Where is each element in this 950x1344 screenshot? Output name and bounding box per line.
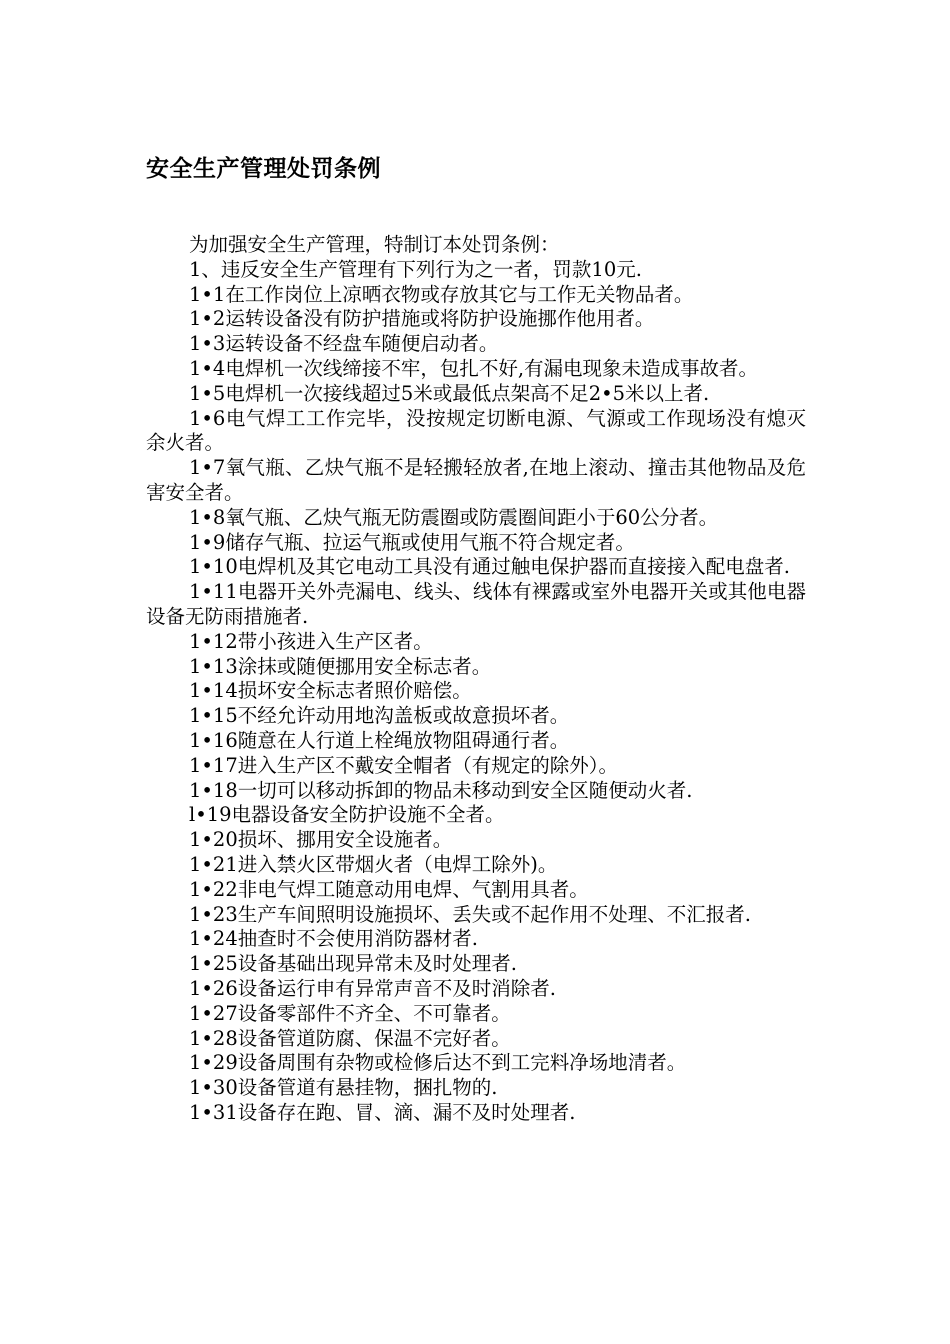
document-paragraph: 1•23生产车间照明设施损坏、丢失或不起作用不处理、不汇报者.	[189, 902, 751, 926]
document-paragraph: 1•30设备管道有悬挂物，捆扎物的.	[189, 1076, 498, 1100]
document-paragraph: 1•6电气焊工工作完毕，没按规定切断电源、气源或工作现场没有熄灭余火者。	[146, 406, 806, 455]
document-paragraph: 为加强安全生产管理，特制订本处罚条例：	[189, 233, 560, 256]
document-paragraph: 1•9储存气瓶、拉运气瓶或使用气瓶不符合规定者。	[189, 530, 635, 554]
document-paragraph: l•19电器设备安全防护设施不全者。	[189, 803, 505, 827]
document-paragraph: 1•3运转设备不经盘车随便启动者。	[189, 332, 499, 356]
document-paragraph: 1•5电焊机一次接线超过5米或最低点架高不足2•5米以上者.	[189, 381, 710, 405]
document-body	[146, 233, 806, 1126]
document-paragraph: 1•21进入禁火区带烟火者（电焊工除外)。	[189, 852, 558, 876]
document-paragraph: 1•15不经允许动用地沟盖板或故意损坏者。	[189, 704, 570, 728]
document-paragraph: 1•26设备运行申有异常声音不及时消除者.	[189, 976, 556, 1000]
document-paragraph: 1•8氧气瓶、乙炔气瓶无防震圈或防震圈间距小于60公分者。	[189, 505, 719, 529]
document-paragraph: 1•17进入生产区不戴安全帽者（有规定的除外）。	[189, 753, 618, 777]
document-paragraph: 1•18一切可以移动拆卸的物品未移动到安全区随便动火者.	[189, 778, 693, 802]
document-paragraph: 1•27设备零部件不齐全、不可靠者。	[189, 1001, 511, 1025]
document-paragraph: 1•20损坏、挪用安全设施者。	[189, 828, 453, 852]
document-paragraph: 1•22非电气焊工随意动用电焊、气割用具者。	[189, 877, 589, 901]
document-paragraph: 1•24抽查时不会使用消防器材者.	[189, 927, 478, 951]
document-paragraph: 1•14损坏安全标志者照价赔偿。	[189, 679, 472, 703]
document-paragraph: 1•16随意在人行道上栓绳放物阻碍通行者。	[189, 728, 570, 752]
document-title: 安全生产管理处罚条例	[146, 155, 381, 182]
document-paragraph: 1•1在工作岗位上凉晒衣物或存放其它与工作无关物品者。	[189, 282, 694, 306]
document-paragraph: 1•31设备存在跑、冒、滴、漏不及时处理者.	[189, 1100, 576, 1124]
document-paragraph: 1、违反安全生产管理有下列行为之一者，罚款10元.	[189, 257, 642, 281]
document-paragraph: 1•29设备周围有杂物或检修后达不到工完料净场地清者。	[189, 1051, 687, 1075]
document-paragraph: 1•13涂抹或随便挪用安全标志者。	[189, 654, 492, 678]
document-paragraph: 1•11电器开关外壳漏电、线头、线体有裸露或室外电器开关或其他电器设备无防雨措施者.	[146, 580, 806, 628]
document-paragraph: 1•7氧气瓶、乙炔气瓶不是轻搬轻放者,在地上滚动、撞击其他物品及危害安全者。	[146, 456, 806, 504]
document-paragraph: 1•12带小孩进入生产区者。	[189, 629, 433, 653]
document-paragraph: 1•10电焊机及其它电动工具没有通过触电保护器而直接接入配电盘者.	[189, 555, 790, 579]
document-paragraph: 1•4电焊机一次线缔接不牢，包扎不好,有漏电现象未造成事故者。	[189, 356, 759, 380]
document-paragraph: 1•2运转设备没有防护措施或将防护设施挪作他用者。	[189, 307, 655, 331]
document-paragraph: 1•25设备基础出现异常未及时处理者.	[189, 952, 517, 976]
document-paragraph: 1•28设备管道防腐、保温不完好者。	[189, 1026, 511, 1050]
